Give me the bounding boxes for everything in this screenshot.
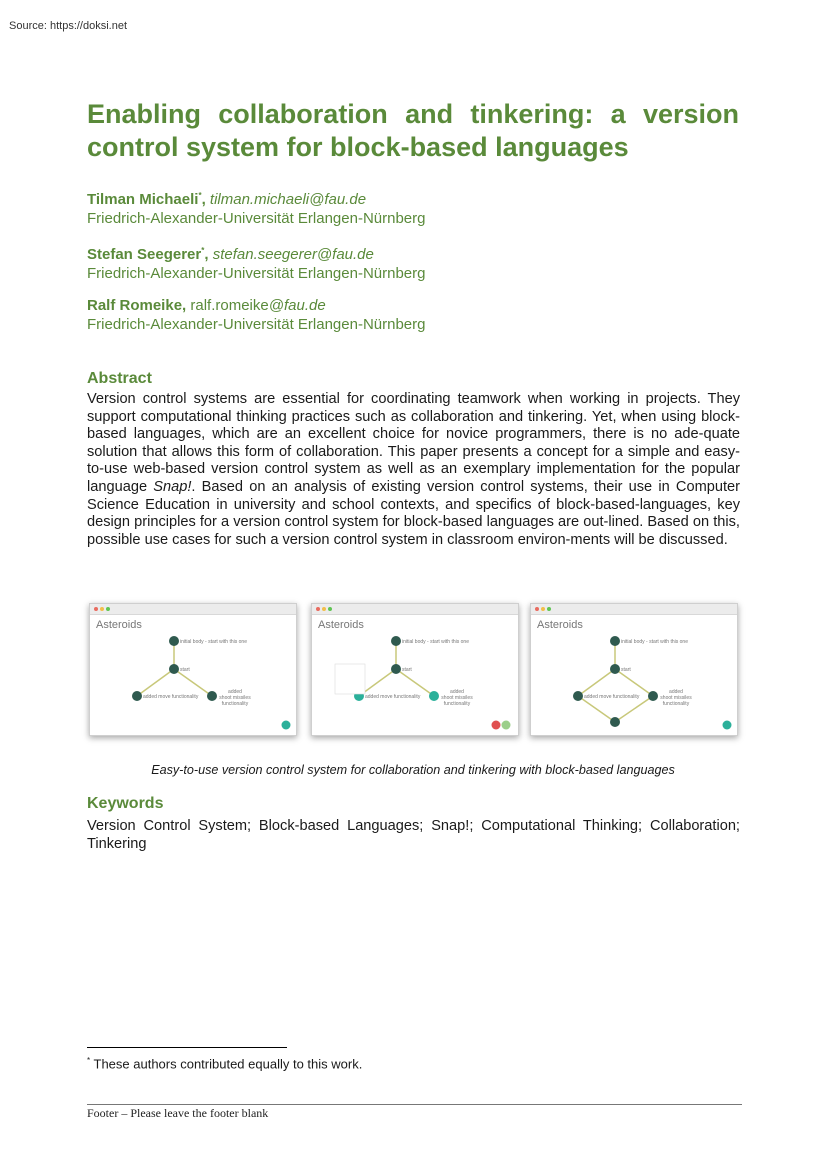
action-button (492, 721, 501, 730)
node-label: shoot missiles (219, 695, 251, 701)
window-control-icon[interactable] (106, 607, 110, 611)
author-email-link[interactable]: tilman.michaeli@fau.de (209, 191, 367, 208)
window-control-icon[interactable] (100, 607, 104, 611)
abstract-text: . Based on an analysis of existing version control systems, their use in Computer Science Education in university and school contexts, and specifics of block-based-languages, key design principles for a version control system for block-based languages are out-lined. Based on this, possible use cases for such a version control system in classroom environ-ments will be discussed. (87, 478, 740, 548)
window-control-icon[interactable] (322, 607, 326, 611)
author-name: Tilman Michaeli (87, 191, 199, 208)
author-email-domain[interactable]: @fau.de (268, 297, 326, 314)
source-note: Source: https://doksi.net (9, 20, 128, 32)
version-node (610, 664, 620, 674)
author-name: Stefan Seegerer (87, 246, 202, 263)
node-label: functionality (443, 701, 471, 707)
node-label: functionality (662, 701, 690, 707)
node-label: initial body - start with this one (621, 639, 688, 645)
version-graph (90, 614, 296, 734)
version-node (610, 636, 620, 646)
figure-caption: Easy-to-use version control system for collaboration and tinkering with block-based languages (151, 763, 675, 777)
window-control-icon[interactable] (541, 607, 545, 611)
keywords-heading: Keywords (87, 795, 164, 812)
version-node (391, 664, 401, 674)
node-label: start (621, 667, 631, 673)
node-label: start (180, 667, 190, 673)
footer-rule (87, 1104, 742, 1105)
screenshot-1 (89, 603, 297, 736)
footnote-text: These authors contributed equally to this work. (90, 1056, 363, 1072)
node-label: added move functionality (584, 694, 640, 700)
abstract-emphasis: Snap! (153, 478, 192, 495)
graph-edge (174, 669, 212, 696)
node-label: functionality (221, 701, 249, 707)
version-node (207, 691, 217, 701)
author-block-3 (87, 296, 739, 334)
author-email-user[interactable]: ralf.romeike (190, 297, 269, 314)
version-node (391, 636, 401, 646)
figure-screenshots (89, 603, 739, 738)
graph-edge (137, 669, 174, 696)
node-label: start (402, 667, 412, 673)
window-control-icon[interactable] (316, 607, 320, 611)
footnote (87, 1056, 362, 1071)
graph-edge (396, 669, 434, 696)
paper-title: Enabling collaboration and tinkering: a version control system for block-based languages (87, 99, 739, 162)
author-mark: * (201, 246, 205, 255)
action-button (502, 721, 511, 730)
app-title: Asteroids (96, 619, 142, 631)
author-email-link[interactable]: stefan.seegerer@fau.de (212, 246, 374, 263)
footer-text: Footer – Please leave the footer blank (87, 1106, 269, 1120)
version-node (169, 664, 179, 674)
author-affiliation: Friedrich-Alexander-Universität Erlangen-Nürnberg (87, 316, 426, 333)
node-label: initial body - start with this one (402, 639, 469, 645)
window-control-icon[interactable] (547, 607, 551, 611)
author-block-2 (87, 241, 739, 283)
node-label: added move functionality (143, 694, 199, 700)
context-menu (335, 664, 365, 694)
node-label: added (450, 689, 464, 695)
author-affiliation: Friedrich-Alexander-Universität Erlangen-Nürnberg (87, 265, 426, 282)
abstract-text: Version control systems are essential for coordinating teamwork when working in projects. They support computational thinking practices such as collaboration and tinkering. Yet, when using block-based languages, which are an excellent choice for novice programmers, there is no ade-quate solution that allows this form of collaboration. This paper presents a concept for a simple and easy-to-use web-based version control system as well as an exemplary implementation for the popular language (87, 391, 740, 495)
abstract-heading: Abstract (87, 370, 152, 387)
node-label: initial body - start with this one (180, 639, 247, 645)
version-node (573, 691, 583, 701)
version-graph (312, 614, 518, 734)
action-button (282, 721, 291, 730)
version-node (132, 691, 142, 701)
version-node (648, 691, 658, 701)
graph-edge (615, 669, 653, 696)
node-label: shoot missiles (441, 695, 473, 701)
action-button (723, 721, 732, 730)
node-label: added (228, 689, 242, 695)
screenshot-2 (311, 603, 519, 736)
footnote-rule (87, 1047, 287, 1048)
node-label: added (669, 689, 683, 695)
app-title: Asteroids (318, 619, 364, 631)
version-graph (531, 614, 737, 734)
app-title: Asteroids (537, 619, 583, 631)
node-label: shoot missiles (660, 695, 692, 701)
screenshot-3 (530, 603, 738, 736)
window-control-icon[interactable] (328, 607, 332, 611)
window-control-icon[interactable] (94, 607, 98, 611)
version-node (169, 636, 179, 646)
keywords-text: Version Control System; Block-based Languages; Snap!; Computational Thinking; Collaboration; Tinkering (87, 818, 740, 852)
author-block-1 (87, 186, 739, 228)
author-affiliation: Friedrich-Alexander-Universität Erlangen-Nürnberg (87, 210, 426, 227)
footnote-mark: * (87, 1056, 91, 1065)
author-sep: , (201, 191, 206, 208)
version-node (610, 717, 620, 727)
abstract-body (87, 391, 740, 549)
node-label: added move functionality (365, 694, 421, 700)
author-name: Ralf Romeike, (87, 297, 187, 314)
window-control-icon[interactable] (535, 607, 539, 611)
author-mark: * (198, 191, 202, 200)
version-node (429, 691, 439, 701)
author-sep: , (204, 246, 209, 263)
graph-edge (578, 669, 615, 696)
